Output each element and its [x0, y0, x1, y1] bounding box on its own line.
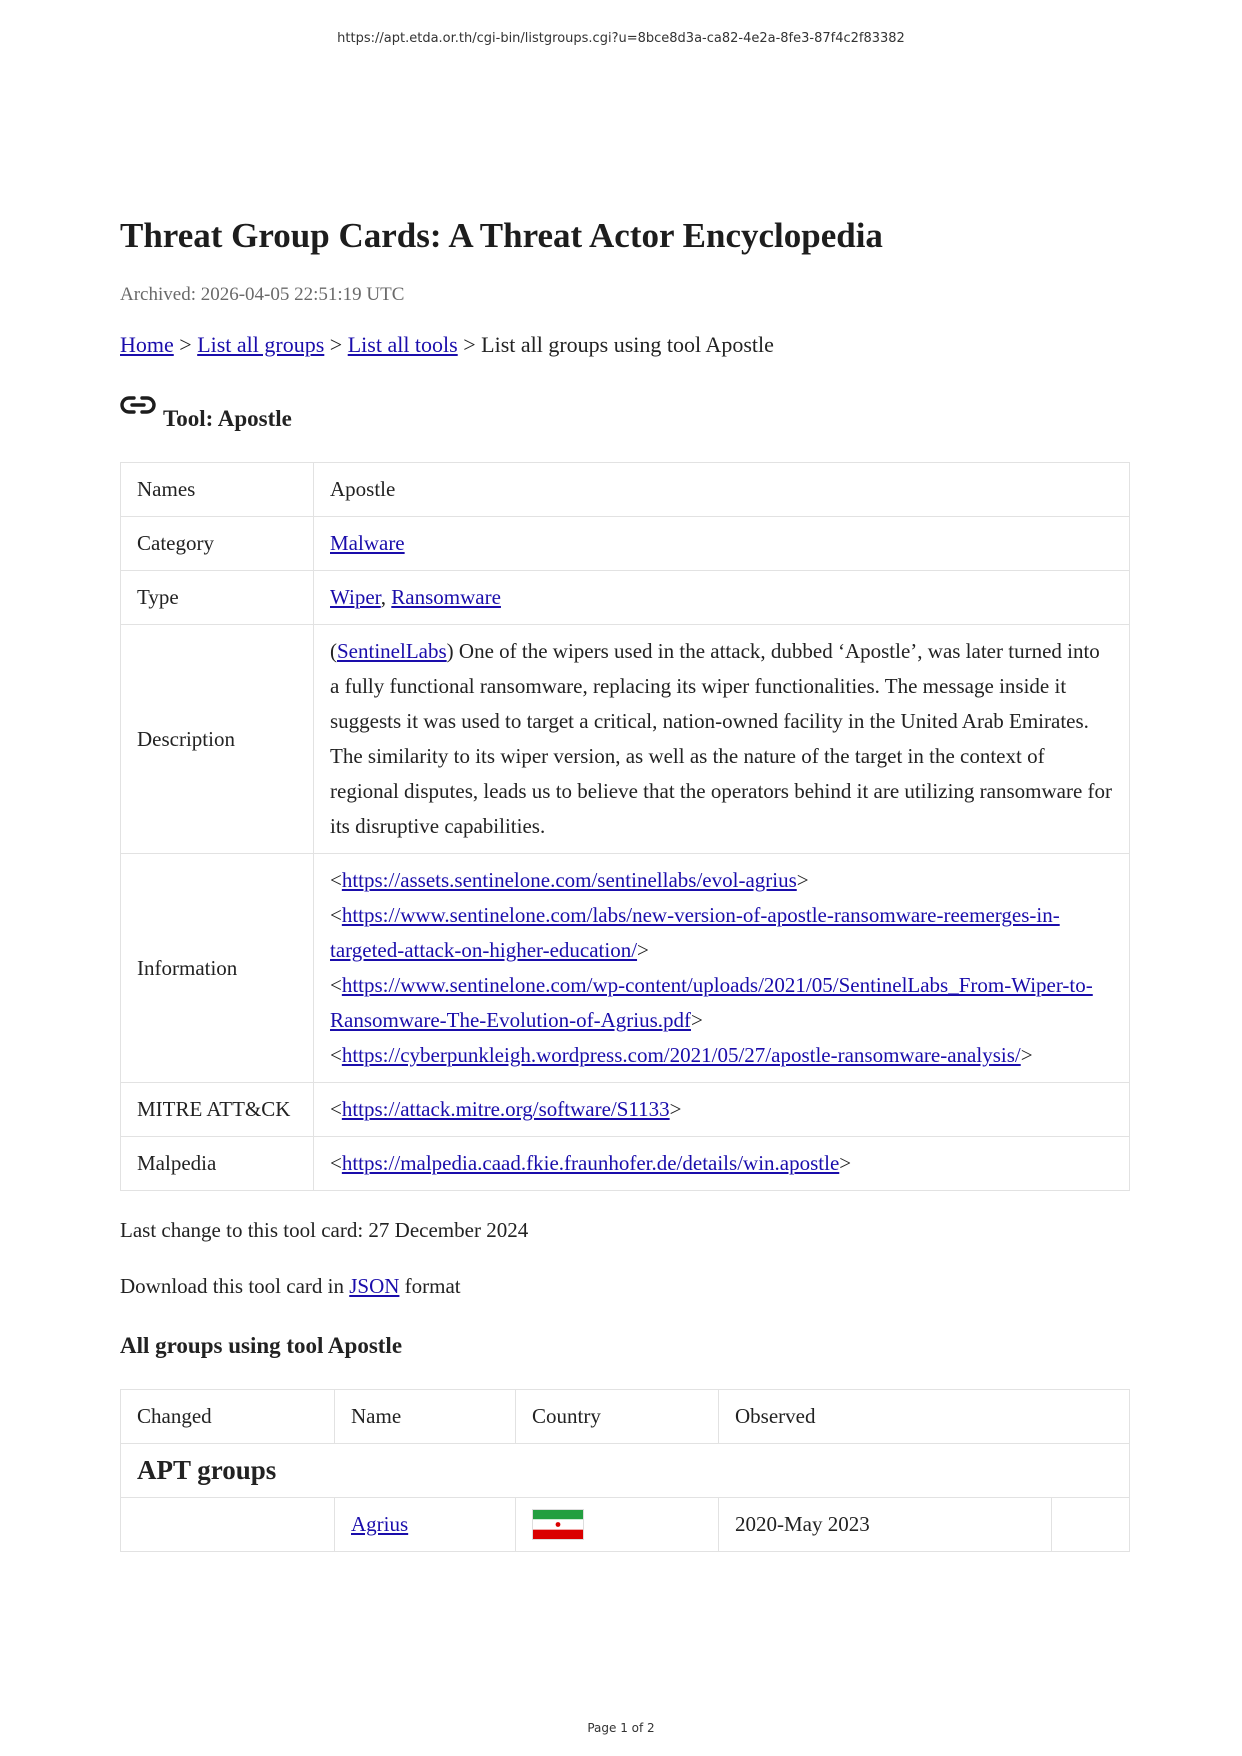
- information-cell: <https://assets.sentinelone.com/sentinellabs/evol-agrius> <https://www.sentinelone.com/labs/new-version-of-apostle-ransomware-reemerges-in-targeted-attack-on-higher-education/> <https://www.sentinelone.com/wp-content/uploads/2021/05/SentinelLabs_From-Wiper-to-Ransomware-The-Evolution-of-Agrius.pdf> <https://cyberpunkleigh.wordpress.com/2021/05/27/apostle-ransomware-analysis/>: [314, 854, 1130, 1083]
- description-cell: (SentinelLabs) One of the wipers used in the attack, dubbed ‘Apostle’, was later turned into a fully functional ransomware, replacing its wiper functionalities. The message inside it suggests it was used to target a critical, nation-owned facility in the United Arab Emirates. The similarity to its wiper version, as well as the nature of the target in the context of regional disputes, leads us to believe that the operators behind it are utilizing ransomware for its disruptive capabilities.: [314, 625, 1130, 854]
- column-header-country: Country: [516, 1390, 719, 1444]
- json-download-link[interactable]: JSON: [349, 1274, 400, 1298]
- malpedia-link[interactable]: https://malpedia.caad.fkie.fraunhofer.de/details/win.apostle: [341, 1151, 840, 1175]
- group-name-link[interactable]: Agrius: [351, 1512, 409, 1536]
- table-row: [121, 854, 1130, 1083]
- description-source-link[interactable]: SentinelLabs: [337, 639, 447, 663]
- table-row: [121, 1498, 1130, 1552]
- table-row: [121, 517, 1130, 571]
- tool-info-table: [120, 462, 1130, 1191]
- country-cell: [516, 1498, 719, 1552]
- table-row: [121, 1137, 1130, 1191]
- url-header: https://apt.etda.or.th/cgi-bin/listgroups.cgi?u=8bce8d3a-ca82-4e2a-8fe3-87f4c2f83382: [337, 31, 905, 46]
- table-header-row: [121, 1390, 1130, 1444]
- observed-cell: 2020-May 2023: [719, 1498, 1052, 1552]
- page-footer: Page 1 of 2: [587, 1721, 655, 1735]
- names-value: Apostle: [314, 463, 1130, 517]
- type-label: Type: [121, 571, 314, 625]
- archived-timestamp: Archived: 2026-04-05 22:51:19 UTC: [120, 284, 405, 305]
- description-label: Description: [121, 625, 314, 854]
- empty-cell: [1052, 1498, 1130, 1552]
- description-text: One of the wipers used in the attack, dubbed ‘Apostle’, was later turned into a fully functional ransomware, replacing its wiper functionalities. The message inside it suggests it was used to target a critical, nation-owned facility in the United Arab Emirates. The similarity to its wiper version, as well as the nature of the target in the context of regional disputes, leads us to believe that the operators behind it are utilizing ransomware for its disruptive capabilities.: [330, 639, 1113, 838]
- information-label: Information: [121, 854, 314, 1083]
- type-cell: [314, 571, 1130, 625]
- malpedia-cell: <https://malpedia.caad.fkie.fraunhofer.de/details/win.apostle>: [314, 1137, 1130, 1191]
- main-content: [120, 210, 1130, 1552]
- names-label: Names: [121, 463, 314, 517]
- breadcrumb-separator: >: [463, 332, 476, 357]
- table-section-row: [121, 1444, 1130, 1498]
- information-link[interactable]: https://www.sentinelone.com/wp-content/uploads/2021/05/SentinelLabs_From-Wiper-to-Ransomware-The-Evolution-of-Agrius.pdf: [330, 973, 1093, 1032]
- download-line: [120, 1270, 1130, 1302]
- download-suffix: format: [404, 1274, 461, 1298]
- category-label: Category: [121, 517, 314, 571]
- type-link-ransomware[interactable]: Ransomware: [391, 585, 501, 609]
- table-row: [121, 463, 1130, 517]
- tool-title: Tool: Apostle: [163, 406, 292, 431]
- column-header-changed: Changed: [121, 1390, 335, 1444]
- breadcrumb: [120, 332, 1130, 358]
- download-prefix: Download this tool card in: [120, 1274, 344, 1298]
- breadcrumb-current: List all groups using tool Apostle: [481, 332, 774, 357]
- name-cell: [335, 1498, 516, 1552]
- type-separator: ,: [380, 585, 387, 609]
- breadcrumb-home-link[interactable]: Home: [120, 332, 174, 357]
- table-row: [121, 625, 1130, 854]
- table-row: [121, 571, 1130, 625]
- type-link-wiper[interactable]: Wiper: [330, 585, 381, 609]
- information-link[interactable]: https://assets.sentinelone.com/sentinellabs/evol-agrius: [341, 868, 797, 892]
- malpedia-label: Malpedia: [121, 1137, 314, 1191]
- iran-flag-icon: [532, 1509, 584, 1540]
- last-change-text: Last change to this tool card: 27 December 2024: [120, 1218, 529, 1242]
- column-header-name: Name: [335, 1390, 516, 1444]
- information-link[interactable]: https://cyberpunkleigh.wordpress.com/2021/05/27/apostle-ransomware-analysis/: [341, 1043, 1021, 1067]
- breadcrumb-separator: >: [179, 332, 192, 357]
- column-header-observed: Observed: [719, 1390, 1130, 1444]
- breadcrumb-tools-link[interactable]: List all tools: [347, 332, 458, 357]
- breadcrumb-separator: >: [329, 332, 343, 357]
- page-title: Threat Group Cards: A Threat Actor Encyclopedia: [120, 216, 883, 255]
- information-link[interactable]: https://www.sentinelone.com/labs/new-version-of-apostle-ransomware-reemerges-in-targeted-attack-on-higher-education/: [330, 903, 1060, 962]
- section-label: APT groups: [121, 1444, 1130, 1498]
- tool-heading: [120, 394, 1130, 432]
- table-row: [121, 1083, 1130, 1137]
- breadcrumb-groups-link[interactable]: List all groups: [197, 332, 325, 357]
- changed-cell: [121, 1498, 335, 1552]
- link-icon: [120, 392, 156, 420]
- groups-title: All groups using tool Apostle: [120, 1333, 403, 1358]
- mitre-label: MITRE ATT&CK: [121, 1083, 314, 1137]
- mitre-cell: <https://attack.mitre.org/software/S1133>: [314, 1083, 1130, 1137]
- mitre-link[interactable]: https://attack.mitre.org/software/S1133: [341, 1097, 670, 1121]
- category-link[interactable]: Malware: [330, 531, 405, 555]
- category-cell: [314, 517, 1130, 571]
- groups-table: [120, 1389, 1130, 1552]
